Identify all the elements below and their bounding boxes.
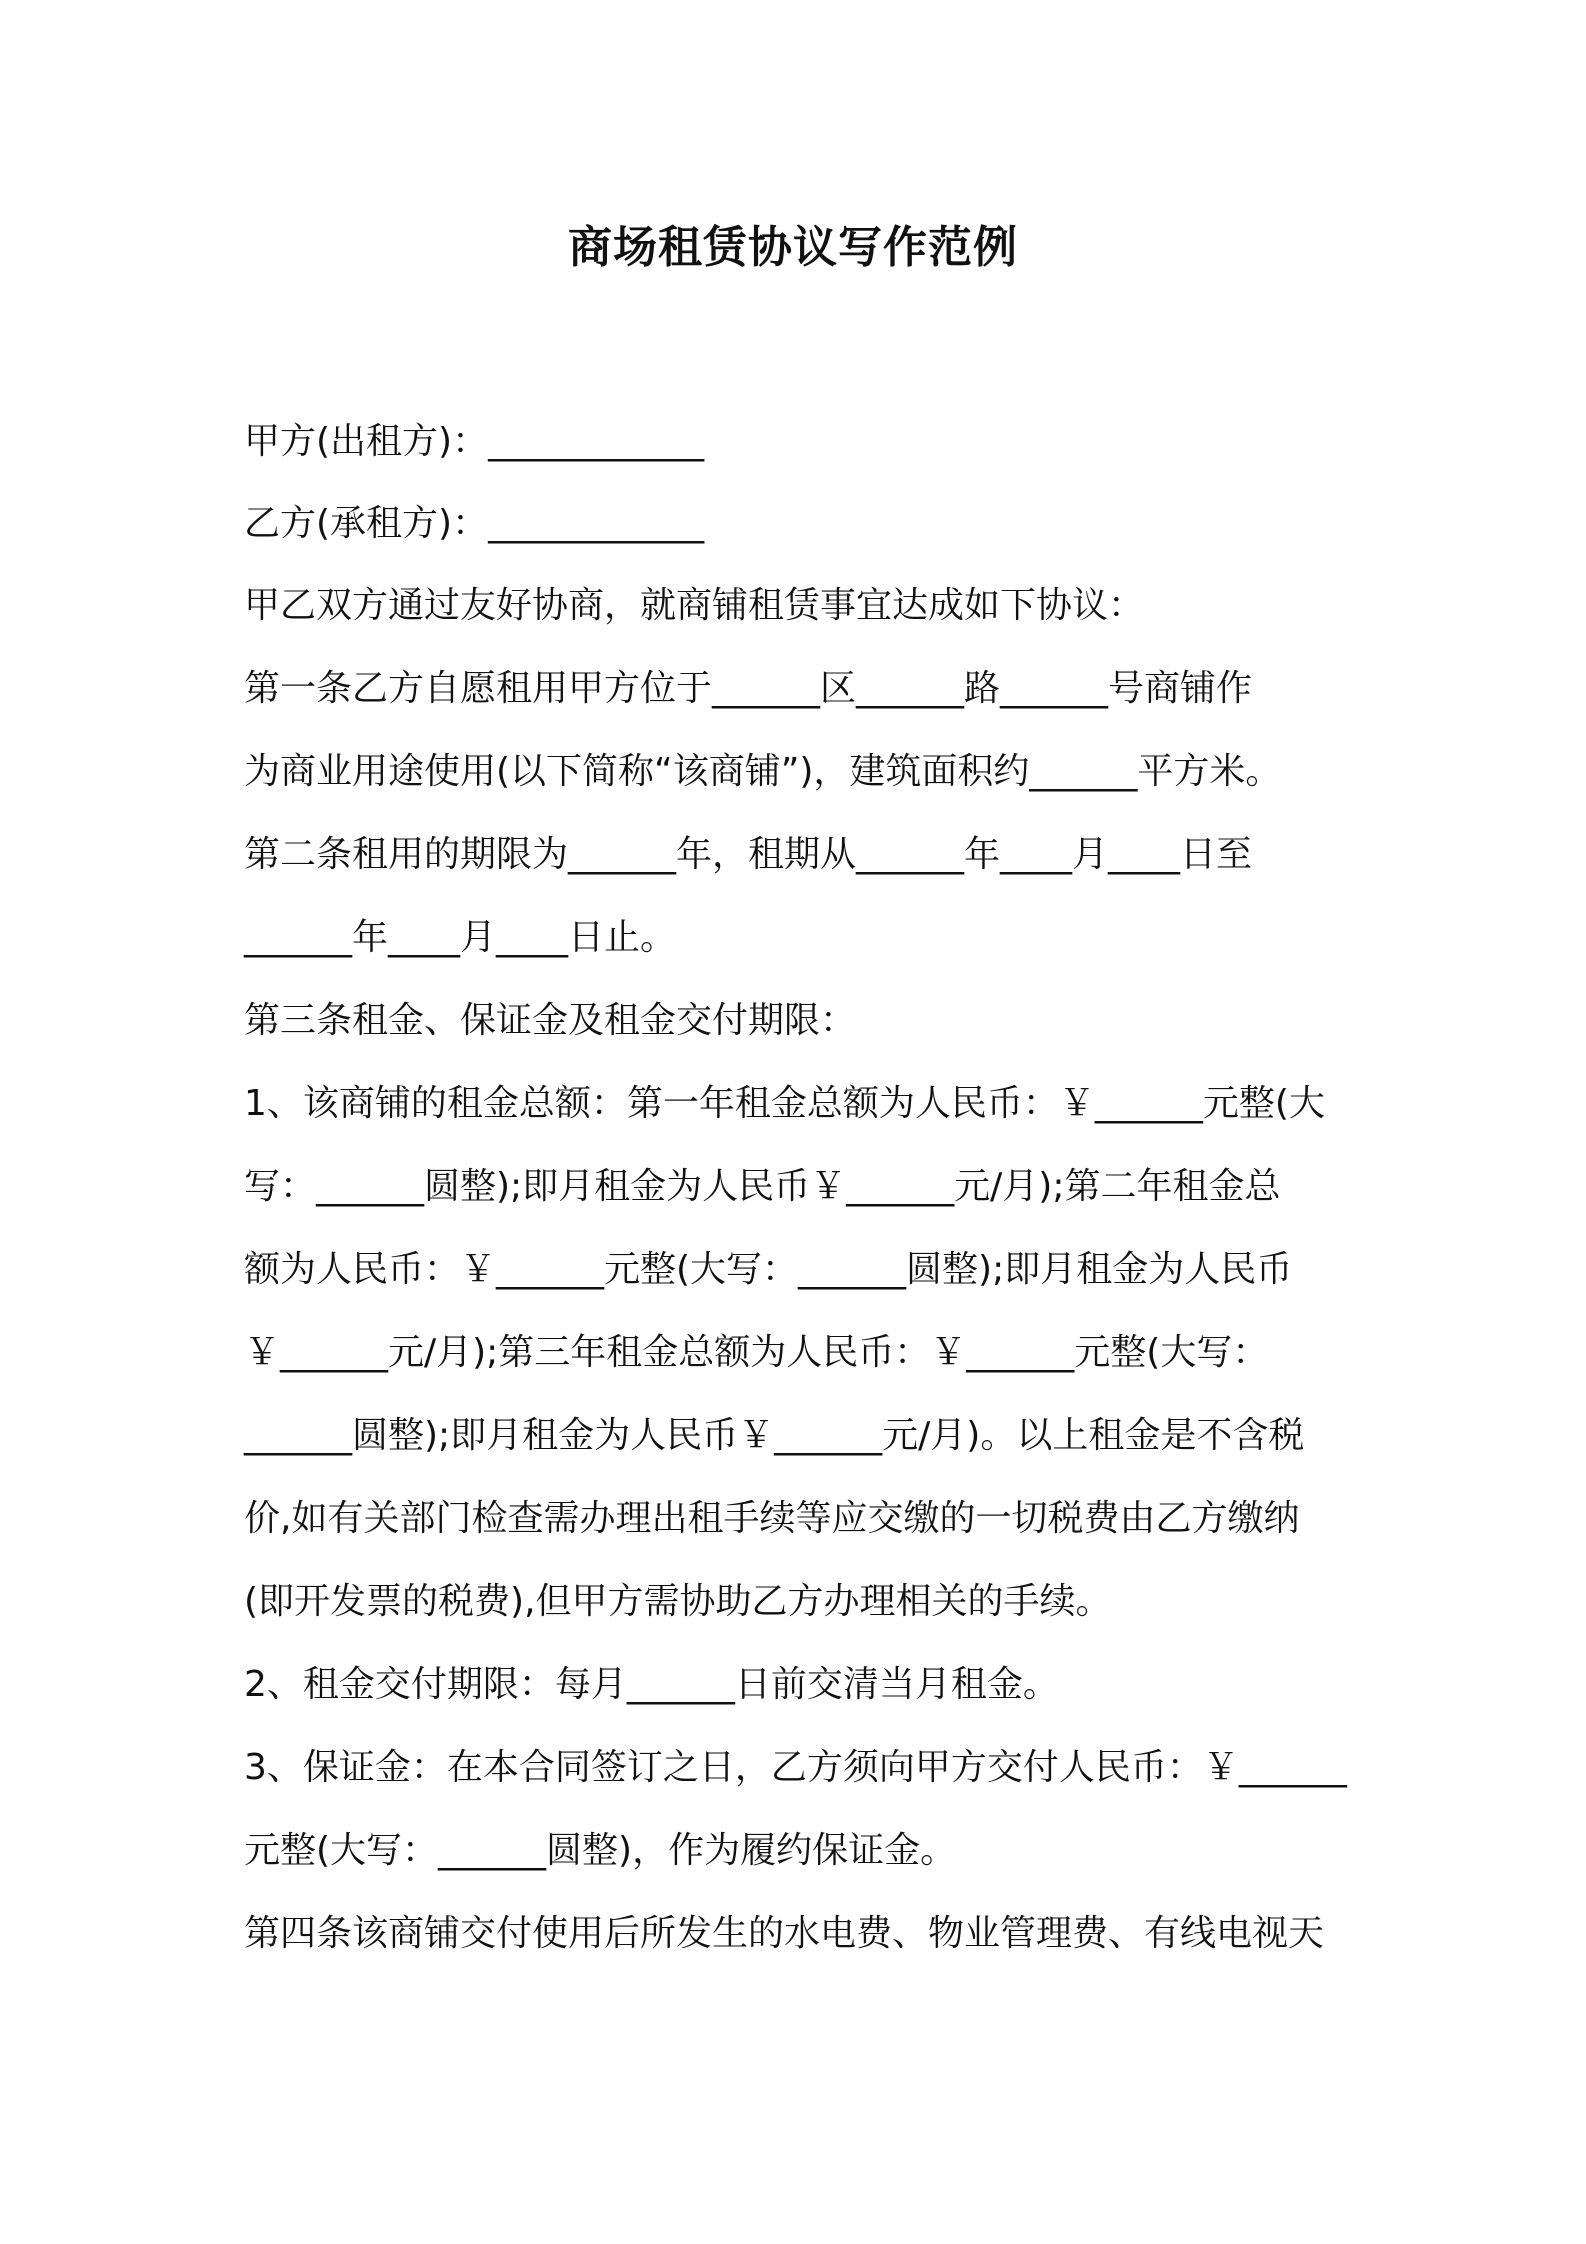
article-2-line-1: 第二条租用的期限为______年，租期从______年____月____日至 (244, 834, 1253, 875)
agreement-intro: 甲乙双方通过友好协商，就商铺租赁事宜达成如下协议： (244, 585, 1145, 626)
article-2-line-2: ______年____月____日止。 (244, 917, 677, 958)
deposit-line-2: 元整(大写：______圆整)，作为履约保证金。 (244, 1830, 957, 1871)
party-a-line: 甲方(出租方)：____________ (244, 421, 705, 462)
rent-total-line-3: 额为人民币：￥______元整(大写：______圆整);即月租金为人民币 (244, 1249, 1293, 1290)
document-title: 商场租赁协议写作范例 (568, 222, 1018, 273)
party-b-line: 乙方(承租方)：____________ (244, 503, 705, 544)
rent-payment-deadline: 2、租金交付期限：每月______日前交清当月租金。 (244, 1664, 1059, 1705)
rent-total-line-6: 价,如有关部门检查需办理出租手续等应交缴的一切税费由乙方缴纳 (244, 1498, 1300, 1539)
deposit-line-1: 3、保证金：在本合同签订之日，乙方须向甲方交付人民币：￥______ (244, 1747, 1347, 1788)
rent-total-line-7: (即开发票的税费),但甲方需协助乙方办理相关的手续。 (244, 1581, 1112, 1622)
rent-total-line-5: ______圆整);即月租金为人民币￥______元/月)。以上租金是不含税 (244, 1415, 1305, 1456)
rent-total-line-1: 1、该商铺的租金总额：第一年租金总额为人民币：￥______元整(大 (244, 1083, 1325, 1124)
article-1-line-2: 为商业用途使用(以下简称“该商铺”)，建筑面积约______平方米。 (244, 751, 1282, 792)
article-1-line-1: 第一条乙方自愿租用甲方位于______区______路______号商铺作 (244, 668, 1253, 709)
article-4-line-1: 第四条该商铺交付使用后所发生的水电费、物业管理费、有线电视天 (244, 1913, 1325, 1954)
rent-total-line-2: 写：______圆整);即月租金为人民币￥______元/月);第二年租金总 (244, 1166, 1281, 1207)
rent-total-line-4: ￥______元/月);第三年租金总额为人民币：￥______元整(大写： (244, 1332, 1269, 1373)
article-3-heading: 第三条租金、保证金及租金交付期限： (244, 1000, 857, 1041)
